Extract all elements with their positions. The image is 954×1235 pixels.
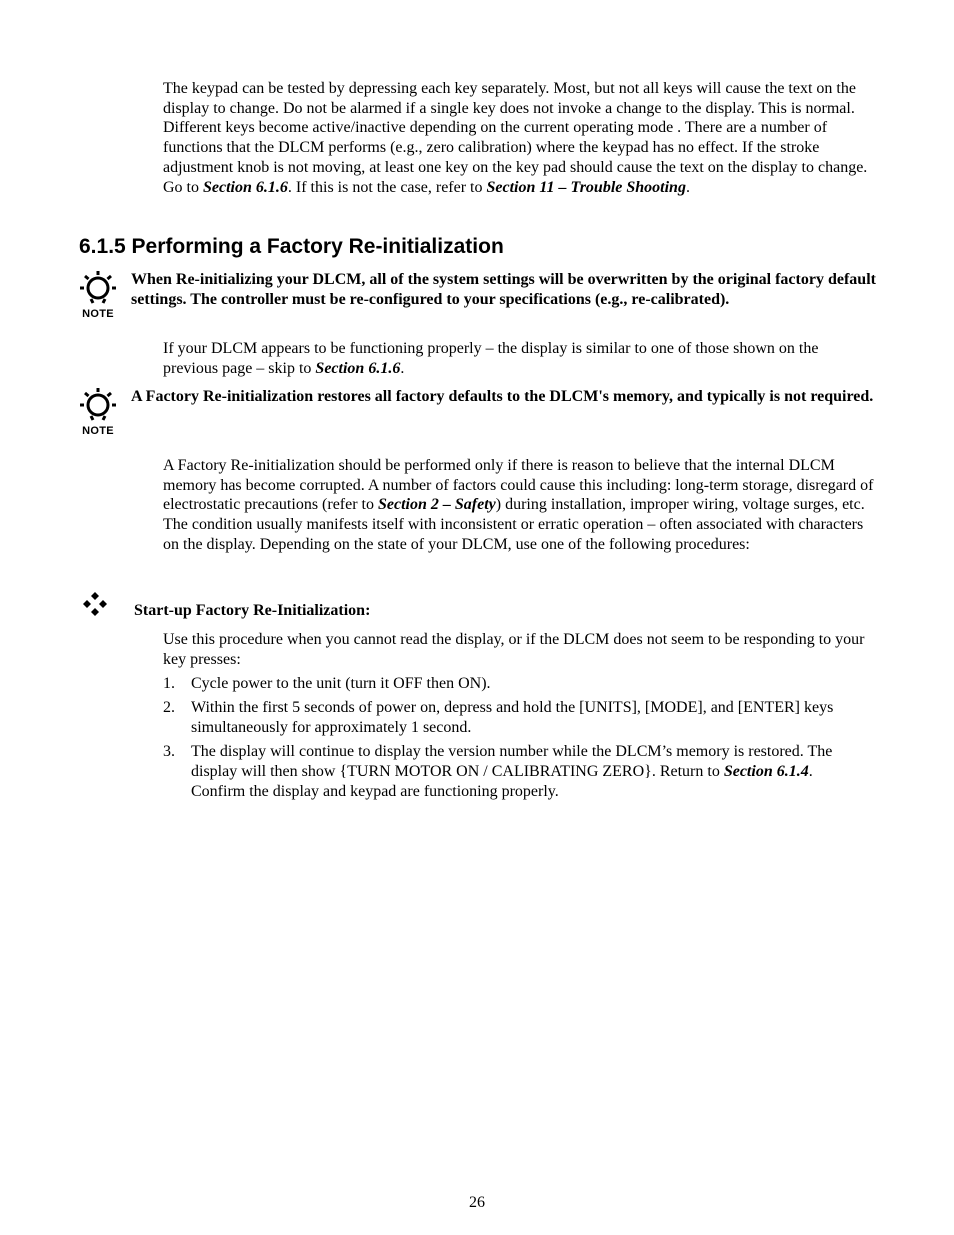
intro-text: The keypad can be tested by depressing each key separately. Most, but not all keys will cause the text on the display to change. Do not be alarmed if a single key does not invoke a change to the display. This is normal. Different keys become active/inactive depending on the current operating mode . There are a number of functions that the DLCM performs (e.g., zero calibration) where the keypad has no effect. If the stroke adjustment knob is not moving, at least one key on the key pad should cause the text on the display to change. Go to xyxy=(163,80,868,196)
step-number: 3. xyxy=(163,743,175,761)
lightbulb-icon xyxy=(80,268,118,308)
body-text: If your DLCM appears to be functioning properly – the display is similar to one of those shown on the previous page – skip to xyxy=(163,340,819,377)
body-text: . xyxy=(400,359,405,377)
note-text: A Factory Re-initialization restores all factory defaults to the DLCM's memory, and typically is not required. xyxy=(131,388,874,405)
procedure-steps xyxy=(163,674,853,806)
note-text: When Re-initializing your DLCM, all of the system settings will be overwritten by the original factory default settings. The controller must be re-configured to your specifications (e.g., re-calibrated). xyxy=(131,271,876,308)
note-label: NOTE xyxy=(82,425,114,437)
section-heading: 6.1.5 Performing a Factory Re-initialization xyxy=(79,235,504,258)
diamond-bullet-icon xyxy=(82,591,108,617)
procedure-title: Start-up Factory Re-Initialization: xyxy=(134,602,371,619)
note-label: NOTE xyxy=(82,308,114,320)
step-number: 1. xyxy=(163,675,175,692)
intro-paragraph xyxy=(163,79,875,197)
procedure-intro: Use this procedure when you cannot read the display, or if the DLCM does not seem to be responding to your key presses: xyxy=(163,631,865,668)
note-icon xyxy=(78,385,118,437)
section-reference: Section 6.1.6 xyxy=(203,178,288,196)
list-item xyxy=(163,698,853,737)
lightbulb-icon xyxy=(80,385,118,425)
step-text: The display will continue to display the version number while the DLCM’s memory is restored. The display will then show {TURN MOTOR ON / CALIBRATING ZERO}. Return to xyxy=(191,743,833,780)
section-reference: Section 2 – Safety xyxy=(378,496,496,514)
list-item xyxy=(163,742,853,801)
body-text: ) during installation, improper wiring, voltage surges, etc. The condition usually manifests itself with inconsistent or erratic operation – often associated with characters on the display. Depending on the state of your DLCM, use one of the following procedures: xyxy=(163,496,865,553)
intro-text: . xyxy=(685,178,690,196)
section-reference: Section 6.1.6 xyxy=(315,359,401,377)
body-text: A Factory Re-initialization should be performed only if there is reason to believe that the internal DLCM memory has become corrupted. A number of factors could cause this including: long-term storage, disregard of electrostatic precautions (refer to xyxy=(163,457,874,514)
step-text: Cycle power to the unit (turn it OFF then ON). xyxy=(191,675,491,692)
section-reference: Section 11 – Trouble Shooting xyxy=(486,178,686,196)
body-paragraph xyxy=(163,339,875,378)
body-paragraph xyxy=(163,456,875,555)
step-text: . Confirm the display and keypad are functioning properly. xyxy=(191,762,813,800)
step-text: Within the first 5 seconds of power on, depress and hold the [UNITS], [MODE], and [ENTER] keys simultaneously for approximately 1 second. xyxy=(191,699,834,736)
intro-text: . If this is not the case, refer to xyxy=(287,178,487,196)
list-item xyxy=(163,674,853,694)
step-number: 2. xyxy=(163,699,175,717)
note-icon xyxy=(78,268,118,320)
section-reference: Section 6.1.4 xyxy=(723,762,809,780)
page-number: 26 xyxy=(469,1194,485,1211)
